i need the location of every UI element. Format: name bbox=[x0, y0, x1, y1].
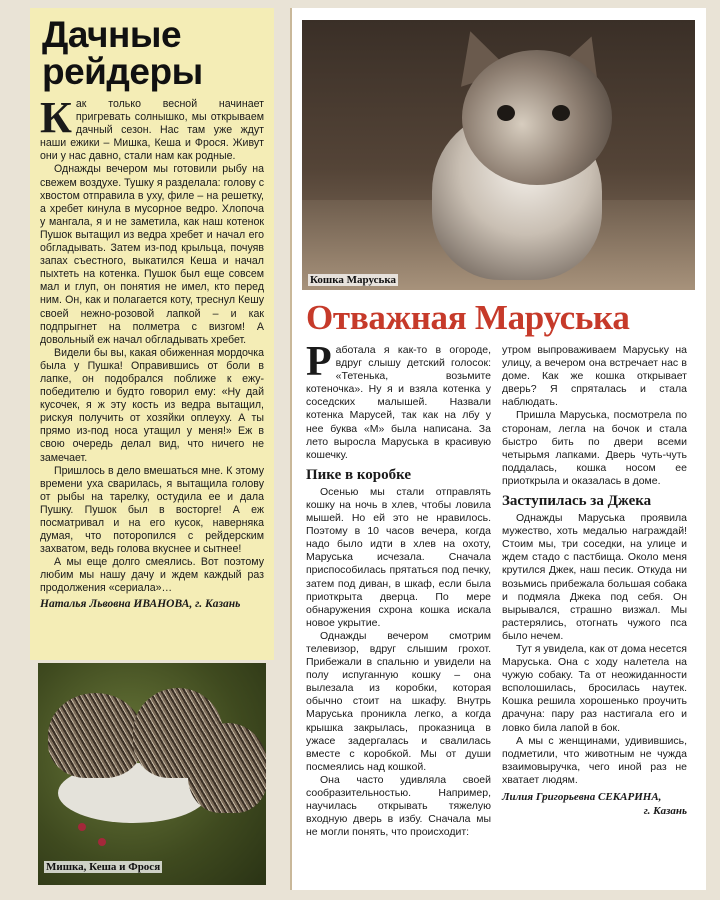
author-signature: Наталья Львовна ИВАНОВА, г. Казань bbox=[40, 597, 241, 610]
paragraph: Однажды вечером мы готовили рыбу на свежем воздухе. Тушку я разделала: голову с хвостом отправила в уху, филе – на решетку, а хребет кинула в мусорное ведро. Хлопоча у мангала, я и не заметила, как наш котенок Пушок вытащил из ведра хребет и начал его обгладывать. Затем из-под крыльца, почуяв запах съестного, выкатился Кеша и начал пыхтеть на котенка. Пушок был еще совсем мал и глуп, он понятия не имел, кто перед ним. Он, как и полагается коту, треснул Кешу своей нежно-розовой лапкой – и как подпрыгнет на полметра с визгом! А довольный еж начал обгладывать хребет. bbox=[40, 163, 264, 346]
paragraph: Видели бы вы, какая обиженная мордочка была у Пушка! Оправившись от боли в лапке, он подобрался поближе к ежу-победителю и будто говорил ему: «Ну дай кусочек, я ж эту кость из ведра вытащил, рискуя получить от хозяйки оплеуху. А ты прямо из-под носа утащил у меня!» Еж в свою очередь делал вид, что ничего не замечает. bbox=[40, 346, 264, 464]
paragraph: Тут я увидела, как от дома несется Маруська. Она с ходу налетела на чужую собаку. Та от неожиданности всполошилась, бросилась наутек. Кошка решила хорошенько проучить драчуна: пару раз настигала его и ловко била лапой в бок. bbox=[502, 642, 687, 734]
paragraph: Она часто удивляла своей сообразительностью. Например, научилась открывать тяжелую входную дверь в избу. Сначала мы не могли понять, что происходит: bbox=[306, 773, 491, 839]
paragraph: А мы с женщинами, удивившись, подметили, что животным не чужда взаимовыручка, чего иной раз не хватает людям. bbox=[502, 734, 687, 786]
paragraph: Пришла Маруська, посмотрела по сторонам, легла на бочок и стала быстро бить по двери всеми четырьмя лапками. Дверь чуть-чуть поддалась, кошка носом ее приоткрыла и оказалась в доме. bbox=[502, 409, 687, 487]
hedgehogs-photo bbox=[38, 663, 266, 885]
photo-caption: Мишка, Кеша и Фрося bbox=[46, 861, 161, 873]
paragraph: утром выпроваживаем Маруську на улицу, а вечером она встречает нас в доме. Как же кошка открывает дверь? Я спряталась и стала наблюдать. bbox=[502, 344, 687, 409]
paragraph: А мы еще долго смеялись. Вот поэтому любим мы нашу дачу и ждем каждый раз продолжения «сериала»… bbox=[40, 556, 264, 595]
article-dachnye-reidery bbox=[30, 8, 274, 660]
photo-caption: Кошка Маруська bbox=[310, 274, 397, 286]
paragraph: Работала я как-то в огороде, вдруг слышу детский голосок: «Тетенька, возьмите котеночка». Ну я и взяла котенка у соседских малышей. Назвали котенка Марусей, так как на лбу у нее буква «М» была написана. За лето выросла Маруська в красивую кошечку. bbox=[306, 339, 491, 461]
kitten-photo bbox=[302, 20, 695, 290]
drop-cap: К bbox=[40, 93, 72, 142]
section-heading: Заступилась за Джека bbox=[502, 493, 652, 510]
article-body bbox=[40, 93, 264, 596]
article-title: Отважная Маруська bbox=[306, 298, 630, 337]
paragraph: Пришлось в дело вмешаться мне. К этому времени уха сварилась, я вытащила голову от рыбы на тарелку, остудила ее и дала Пушку. Пушок был в восторге! А еж посматривал и на его кусок, наверняка думая, что поторопился с рейдерским захватом, ведь голова вкуснее и сытнее! bbox=[40, 464, 264, 556]
drop-cap: Р bbox=[306, 339, 332, 385]
article-otvazhnaya-maruska bbox=[290, 8, 706, 890]
section-heading: Пике в коробке bbox=[306, 466, 412, 483]
paragraph: Однажды вечером смотрим телевизор, вдруг слышим грохот. Прибежали в спальню и увидели на полу испуганную кошку – она вылезала из коробки, которая обычно стоит на шкафу. Внутрь Маруська проникла легко, а когда крышка закрылась, проказница в ужасе задергалась и свалилась вместе с коробкой. Мы от души посмеялись над кошкой. bbox=[306, 629, 491, 773]
paragraph: Осенью мы стали отправлять кошку на ночь в хлев, чтобы ловила мышей. Но ей это не нравилось. Поэтому в 10 часов вечера, когда надо было идти в хлев на охоту, Маруська исчезала. Сначала приспособилась прятаться под печку, затем под диван, в шкаф, если была приоткрыта дверца. По мере обнаружения схрона кошка искала новое укрытие. bbox=[306, 485, 491, 629]
paragraph: Однажды Маруська проявила мужество, хоть медалью награждай! Стоим мы, три соседки, на улице и ждем стадо с пастбища. Около меня крутился Джек, наш песик. Откуда ни возьмись прибежала большая собака и подмяла Джека под себя. Он вырывался, страшно визжал. Мы растерялись, отогнать чужого пса было нечем. bbox=[502, 512, 687, 642]
article-title: Дачные рейдеры bbox=[42, 14, 203, 92]
author-signature: Лилия Григорьевна СЕКАРИНА, г. Казань bbox=[502, 791, 687, 817]
article-column-1 bbox=[306, 339, 491, 839]
article-column-2 bbox=[502, 344, 687, 818]
paragraph: Как только весной начинает пригревать солнышко, мы открываем дачный сезон. Нас там уже ждут наши ежики – Мишка, Кеша и Фрося. Живут они у нас давно, стали нам как родные. bbox=[40, 93, 264, 163]
